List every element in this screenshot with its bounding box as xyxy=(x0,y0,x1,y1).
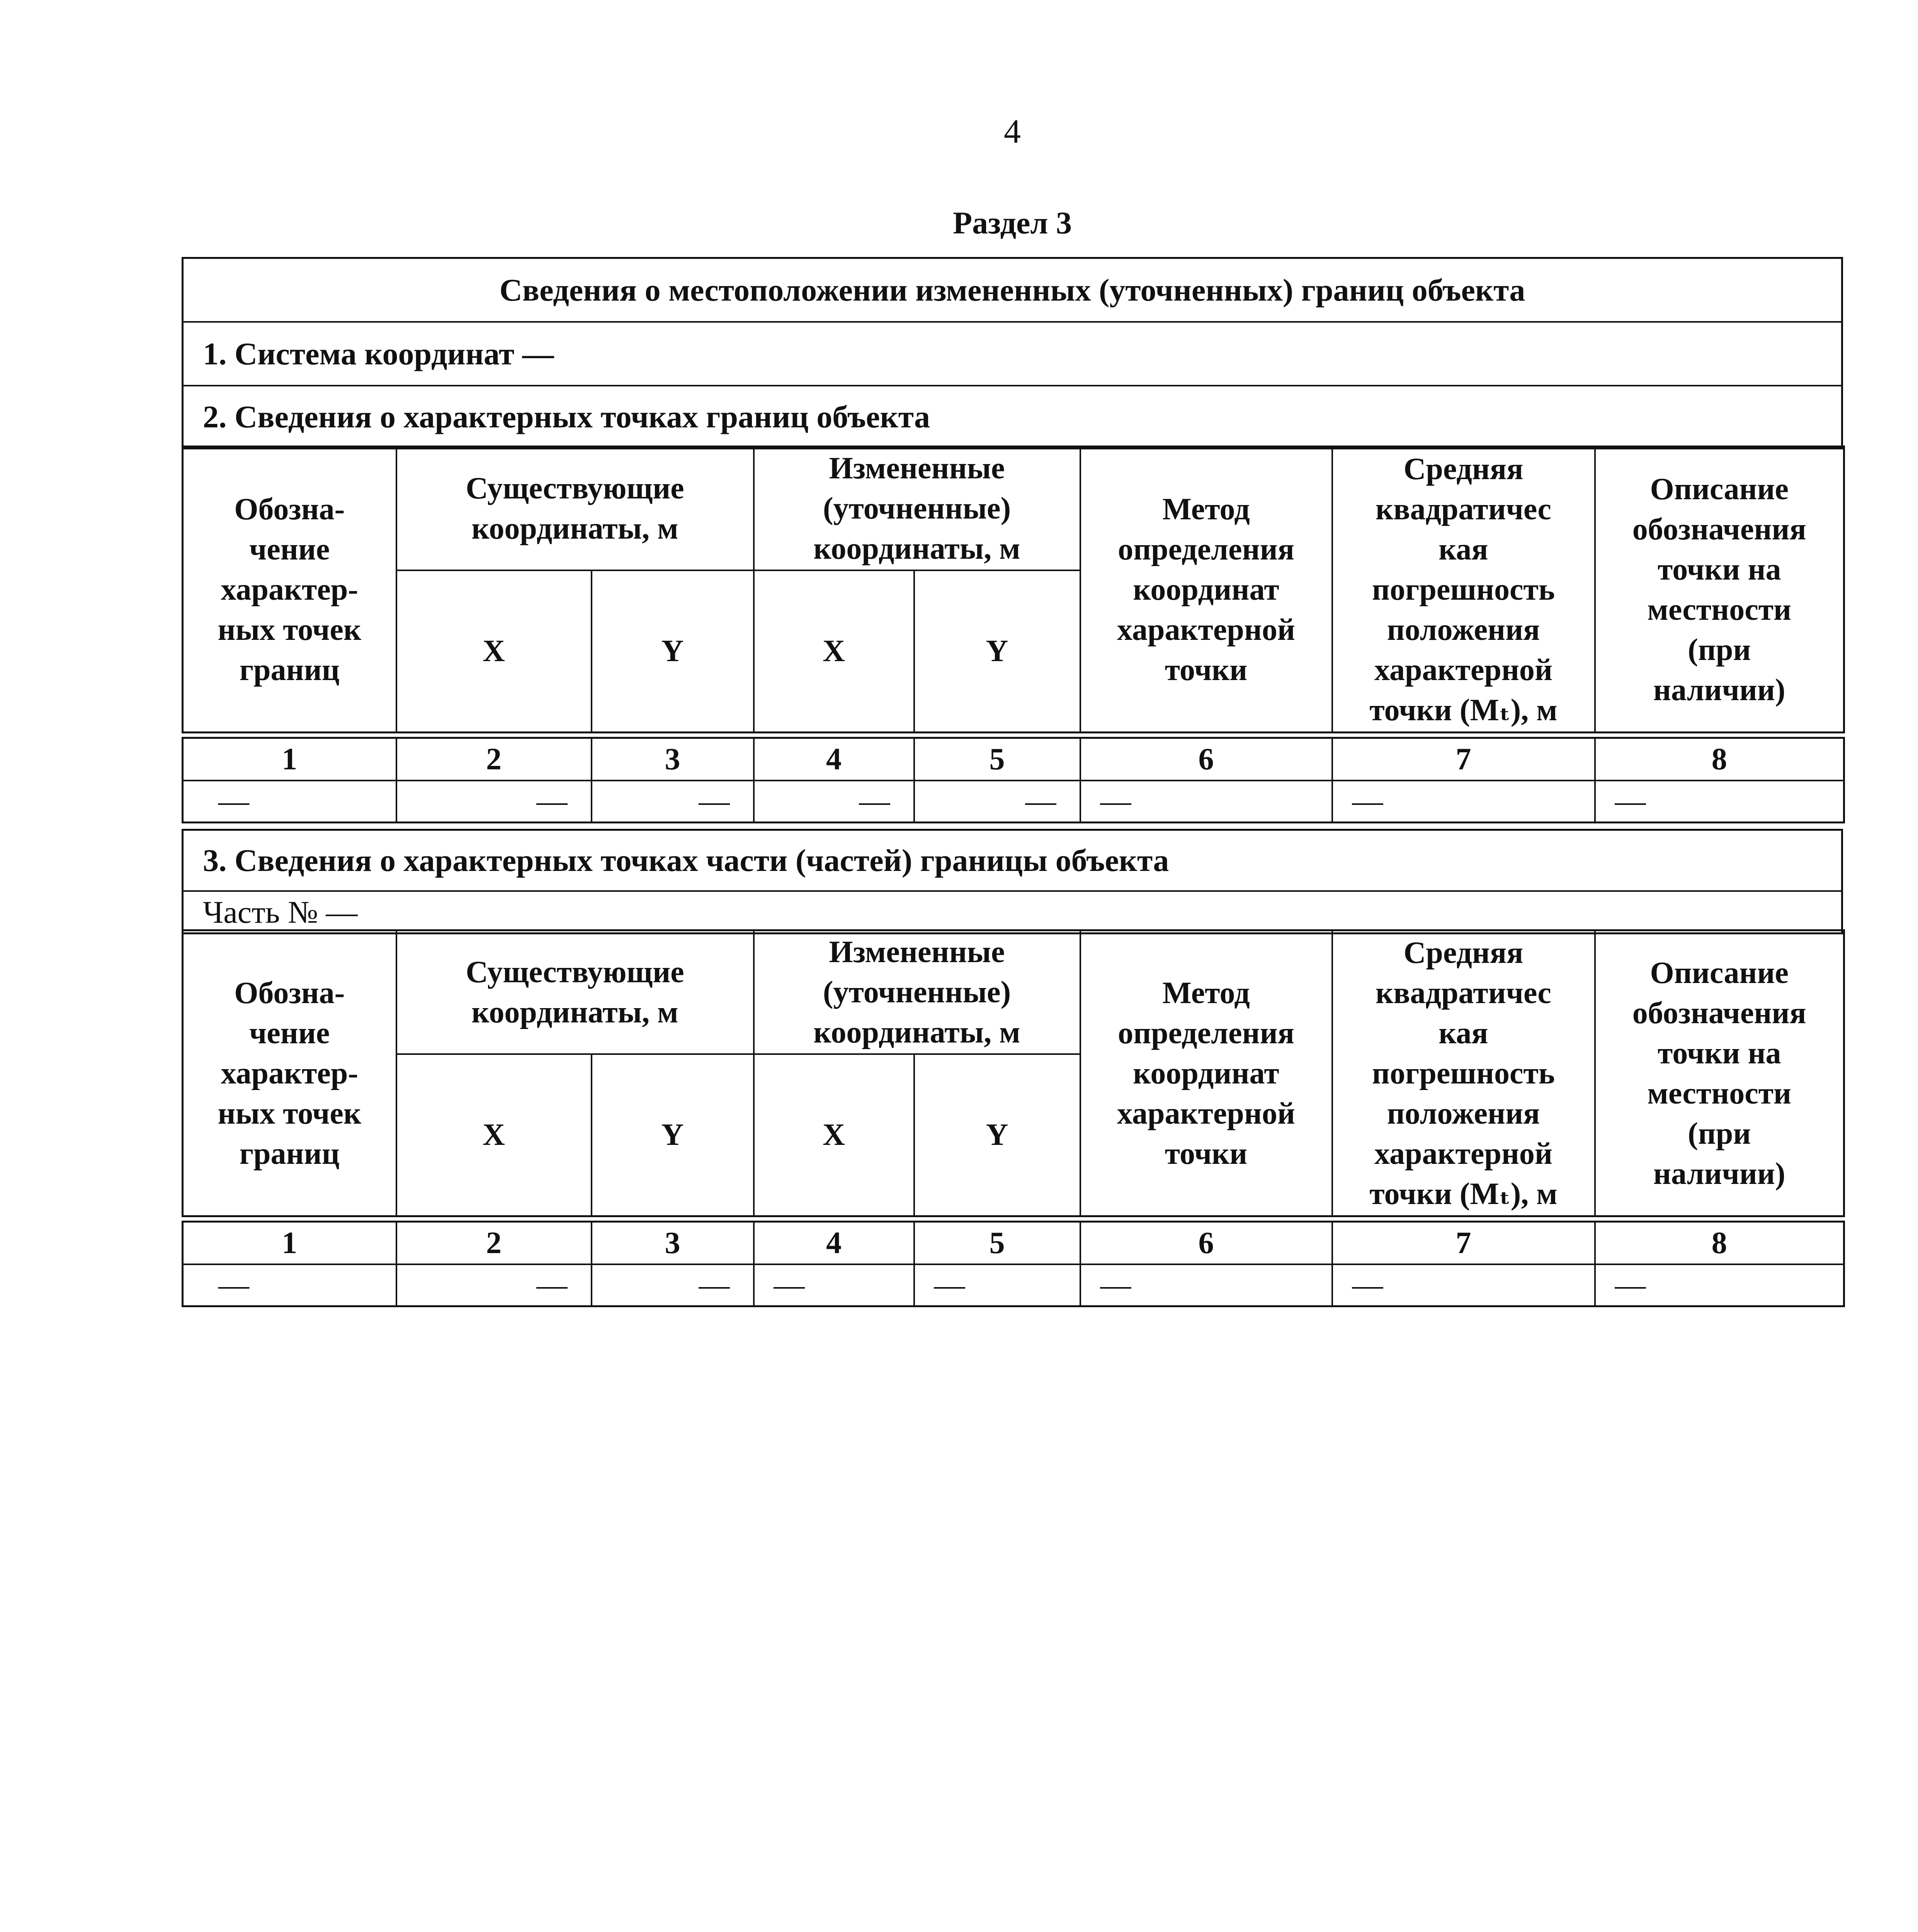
header-line: Метод xyxy=(1162,976,1250,1010)
part-points-table xyxy=(182,929,1845,1217)
table-cell: — xyxy=(592,781,754,823)
header-line: местности xyxy=(1647,1076,1792,1111)
part-points-numbers xyxy=(182,1221,1845,1307)
header-line: кая xyxy=(1438,532,1488,566)
header-line: характерной xyxy=(1374,653,1553,687)
header-line: Существующие xyxy=(466,471,684,505)
coordinate-system-line: 1. Система координат — xyxy=(184,323,1841,386)
column-number: 6 xyxy=(1080,738,1332,781)
column-number: 5 xyxy=(914,1222,1080,1264)
column-number: 3 xyxy=(592,1222,754,1264)
header-line: Обозна- xyxy=(234,492,345,526)
table-cell: — xyxy=(396,1264,592,1306)
header-line: точки (Mₜ), м xyxy=(1369,1177,1558,1211)
header-line: Метод xyxy=(1162,492,1250,526)
table-cell: — xyxy=(1332,1264,1595,1306)
header-line: (уточненные) xyxy=(823,975,1011,1009)
header-line: координаты, м xyxy=(471,995,678,1029)
characteristic-points-numbers xyxy=(182,737,1845,823)
header-line: координаты, м xyxy=(813,1015,1020,1049)
col-header-method xyxy=(1080,930,1332,1216)
column-number: 6 xyxy=(1080,1222,1332,1264)
header-line: определения xyxy=(1118,1016,1294,1050)
sub-header-x: X xyxy=(754,570,914,733)
header-line: наличии) xyxy=(1653,673,1785,707)
sub-header-y: Y xyxy=(592,1054,754,1216)
header-line: Обозна- xyxy=(234,976,345,1010)
header-line: (при xyxy=(1688,1116,1751,1151)
header-line: характерной xyxy=(1117,1096,1296,1131)
sub-header-y: Y xyxy=(592,570,754,733)
sub-header-y: Y xyxy=(914,1054,1080,1216)
col-header-existing-coords xyxy=(396,447,754,570)
header-line: границ xyxy=(239,1136,340,1171)
header-line: координаты, м xyxy=(813,531,1020,566)
header-line: характерной xyxy=(1374,1136,1553,1171)
col-header-designation xyxy=(183,930,396,1216)
column-number: 5 xyxy=(914,738,1080,781)
table1-caption: 2. Сведения о характерных точках границ объекта xyxy=(203,399,930,434)
col-header-designation xyxy=(183,447,396,733)
header-line: погрешность xyxy=(1372,1056,1555,1090)
header-line: точки xyxy=(1165,653,1248,687)
table-cell: — xyxy=(183,781,396,823)
header-line: Описание xyxy=(1650,472,1789,506)
table-cell: — xyxy=(754,781,914,823)
header-line: ных точек xyxy=(218,612,361,647)
section-header-title: Сведения о местоположении измененных (уточненных) границ объекта xyxy=(184,259,1841,323)
table-cell: — xyxy=(914,781,1080,823)
header-line: кая xyxy=(1438,1016,1488,1050)
section-header-box xyxy=(182,257,1843,449)
column-number: 8 xyxy=(1595,1222,1844,1264)
header-line: квадратичес xyxy=(1376,492,1551,526)
table-cell: — xyxy=(1332,781,1595,823)
part-number-line: Часть № — xyxy=(203,894,358,930)
header-line: координаты, м xyxy=(471,511,678,546)
col-header-description xyxy=(1595,447,1844,733)
sub-header-x: X xyxy=(396,570,592,733)
header-line: ных точек xyxy=(218,1096,361,1131)
header-line: наличии) xyxy=(1653,1156,1785,1191)
header-line: местности xyxy=(1647,592,1792,627)
header-line: Существующие xyxy=(466,955,684,989)
header-line: положения xyxy=(1387,612,1540,647)
header-line: Средняя xyxy=(1403,935,1524,970)
header-line: границ xyxy=(239,653,340,687)
col-header-description xyxy=(1595,930,1844,1216)
sub-header-x: X xyxy=(396,1054,592,1216)
column-number: 1 xyxy=(183,1222,396,1264)
header-line: точки xyxy=(1165,1136,1248,1171)
col-header-error xyxy=(1332,447,1595,733)
header-line: точки на xyxy=(1657,1036,1781,1070)
column-number: 2 xyxy=(396,1222,592,1264)
header-line: характер- xyxy=(221,572,358,607)
header-line: характерной xyxy=(1117,612,1296,647)
header-line: обозначения xyxy=(1632,996,1806,1030)
column-number: 1 xyxy=(183,738,396,781)
characteristic-points-table xyxy=(182,446,1845,733)
header-line: (при xyxy=(1688,633,1751,667)
column-number: 4 xyxy=(754,738,914,781)
column-number: 7 xyxy=(1332,1222,1595,1264)
table-cell: — xyxy=(1595,1264,1844,1306)
table-cell: — xyxy=(183,1264,396,1306)
header-line: Описание xyxy=(1650,956,1789,990)
column-number: 7 xyxy=(1332,738,1595,781)
table2-caption: 3. Сведения о характерных точках части (частей) границы объекта xyxy=(184,831,1841,892)
header-line: характер- xyxy=(221,1056,358,1090)
table-cell: — xyxy=(914,1264,1080,1306)
header-line: чение xyxy=(249,1016,330,1050)
table-cell: — xyxy=(1595,781,1844,823)
table-cell: — xyxy=(1080,1264,1332,1306)
header-line: определения xyxy=(1118,532,1294,566)
page-number: 4 xyxy=(1004,113,1021,150)
table-cell: — xyxy=(592,1264,754,1306)
col-header-error xyxy=(1332,930,1595,1216)
header-line: точки (Mₜ), м xyxy=(1369,693,1558,727)
header-line: Измененные xyxy=(829,451,1005,485)
header-line: чение xyxy=(249,532,330,566)
col-header-changed-coords xyxy=(754,447,1080,570)
sub-header-y: Y xyxy=(914,570,1080,733)
header-line: координат xyxy=(1133,572,1279,607)
col-header-existing-coords xyxy=(396,930,754,1054)
column-number: 4 xyxy=(754,1222,914,1264)
column-number: 8 xyxy=(1595,738,1844,781)
column-number: 3 xyxy=(592,738,754,781)
col-header-changed-coords xyxy=(754,930,1080,1054)
table-cell: — xyxy=(754,1264,914,1306)
section-title: Раздел 3 xyxy=(953,205,1072,240)
header-line: квадратичес xyxy=(1376,976,1551,1010)
header-line: точки на xyxy=(1657,552,1781,587)
header-line: (уточненные) xyxy=(823,491,1011,526)
header-line: координат xyxy=(1133,1056,1279,1090)
table-cell: — xyxy=(396,781,592,823)
header-line: обозначения xyxy=(1632,512,1806,546)
table-cell: — xyxy=(1080,781,1332,823)
column-number: 2 xyxy=(396,738,592,781)
header-line: положения xyxy=(1387,1096,1540,1131)
header-line: Измененные xyxy=(829,935,1005,969)
header-line: погрешность xyxy=(1372,572,1555,607)
header-line: Средняя xyxy=(1403,452,1524,486)
col-header-method xyxy=(1080,447,1332,733)
sub-header-x: X xyxy=(754,1054,914,1216)
part-points-header-box xyxy=(182,829,1843,934)
